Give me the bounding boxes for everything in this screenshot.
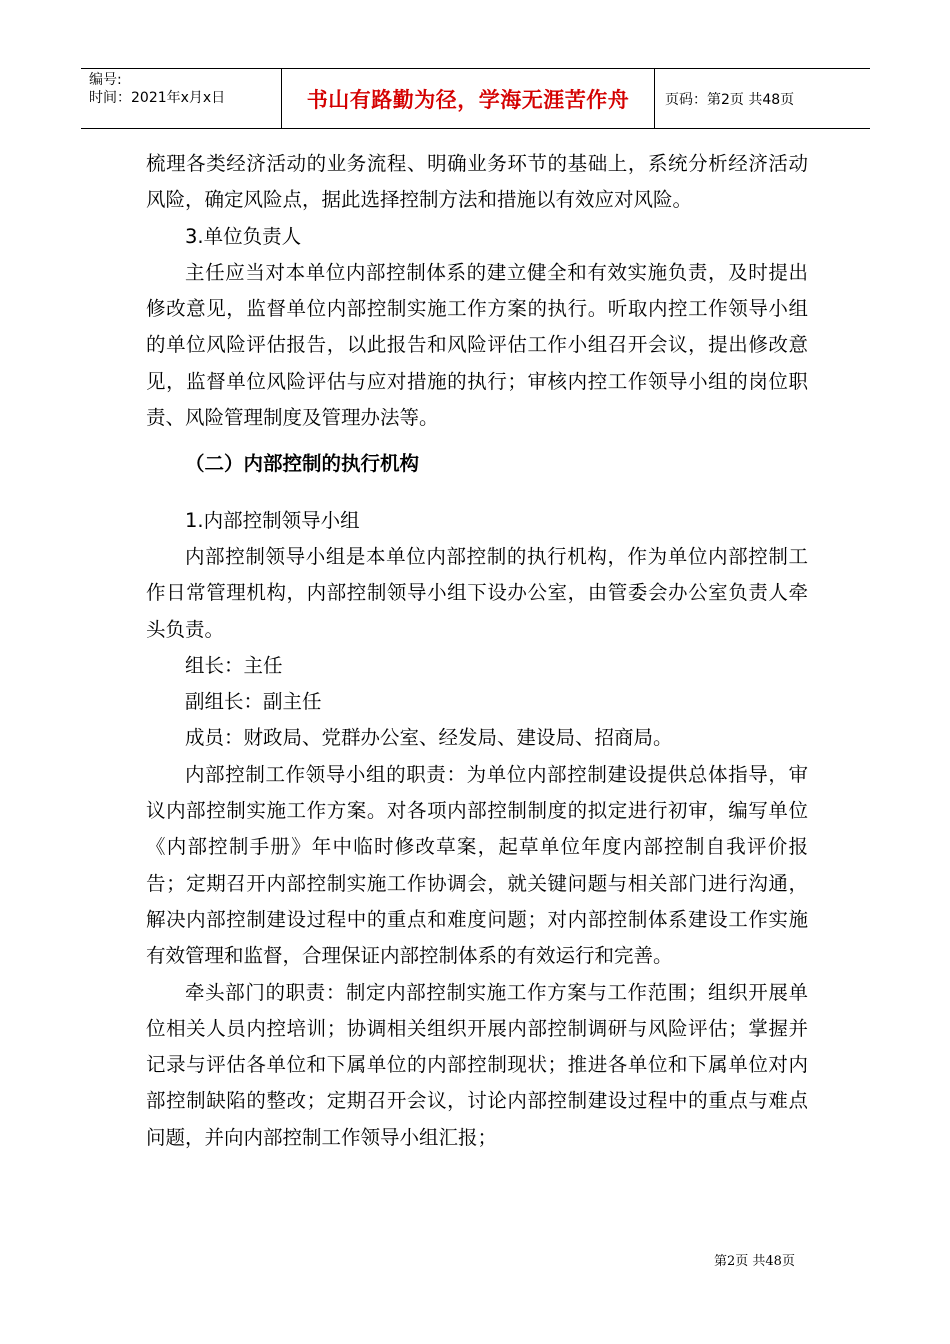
subheading-unit-head: 3.单位负责人 — [185, 224, 302, 248]
paragraph-unit-head-duties: 主任应当对本单位内部控制体系的建立健全和有效实施负责，及时提出修改意见，监督单位内部控制实施工作方案的执行。听取内控工作领导小组的单位风险评估报告，以此报告和风险评估工作小组召开会议，提出修改意见，监督单位风险评估与应对措施的执行；审核内控工作领导小组的岗位职责、风险管理制度及管理办法等。 — [146, 260, 808, 430]
header-meta — [81, 69, 282, 128]
paragraph-leading-group-intro: 内部控制领导小组是本单位内部控制的执行机构，作为单位内部控制工作日常管理机构，内部控制领导小组下设办公室，由管委会办公室负责人牵头负责。 — [146, 544, 808, 641]
document-body — [146, 146, 808, 1156]
subheading-leading-group: 1.内部控制领导小组 — [185, 508, 360, 532]
section-heading: （二）内部控制的执行机构 — [185, 452, 420, 476]
paragraph-continued: 梳理各类经济活动的业务流程、明确业务环节的基础上，系统分析经济活动风险，确定风险点，据此选择控制方法和措施以有效应对风险。 — [146, 152, 808, 212]
header-page-info: 页码：第2页 共48页 — [665, 91, 795, 108]
document-time-label: 时间：2021年x月x日 — [89, 90, 226, 106]
paragraph-group-duties: 内部控制工作领导小组的职责：为单位内部控制建设提供总体指导，审议内部控制实施工作方案。对各项内部控制制度的拟定进行初审，编写单位《内部控制手册》年中临时修改草案，起草单位年度内部控制自我评价报告；定期召开内部控制实施工作协调会，就关键问题与相关部门进行沟通，解决内部控制建设过程中的重点和难度问题；对内部控制体系建设工作实施有效管理和监督，合理保证内部控制体系的有效运行和完善。 — [146, 762, 808, 968]
page-header — [81, 68, 870, 129]
document-number-label: 编号: — [89, 72, 122, 88]
paragraph-deputy-leader: 副组长：副主任 — [185, 690, 322, 714]
paragraph-lead-department-duties: 牵头部门的职责：制定内部控制实施工作方案与工作范围；组织开展单位相关人员内控培训；协调相关组织开展内部控制调研与风险评估；掌握并记录与评估各单位和下属单位的内部控制现状；推进各单位和下属单位对内部控制缺陷的整改；定期召开会议，讨论内部控制建设过程中的重点与难点问题，并向内部控制工作领导小组汇报； — [146, 980, 808, 1149]
page-footer: 第2页 共48页 — [714, 1254, 795, 1269]
header-motto: 书山有路勤为径，学海无涯苦作舟 — [282, 69, 655, 128]
paragraph-members: 成员：财政局、党群办公室、经发局、建设局、招商局。 — [185, 726, 673, 750]
paragraph-group-leader: 组长：主任 — [185, 653, 283, 677]
